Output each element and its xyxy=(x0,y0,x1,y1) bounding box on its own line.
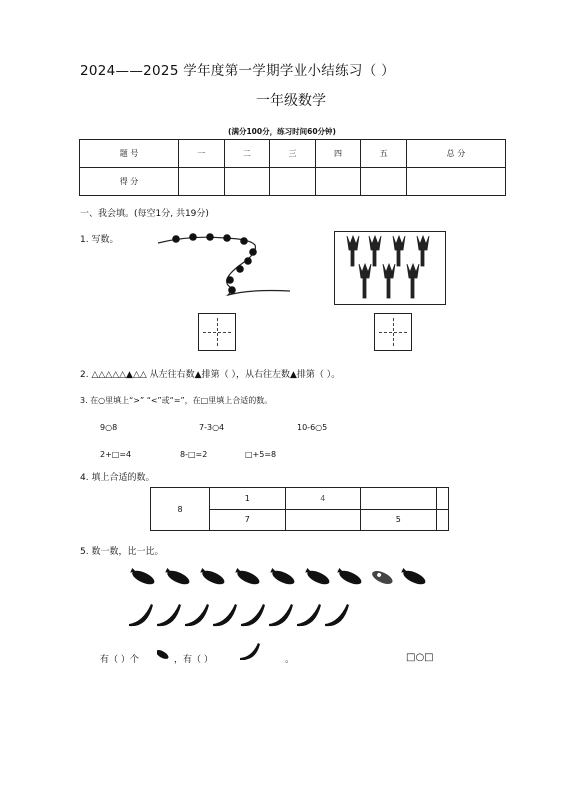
eggplant-icon xyxy=(157,646,175,662)
q4-cell[interactable]: 7 xyxy=(210,509,286,531)
q4-left-cell: 8 xyxy=(151,488,210,531)
score-cell[interactable] xyxy=(179,168,225,196)
score-table xyxy=(79,139,506,196)
q5-answer-part2: ，有（ ） xyxy=(174,655,213,665)
q3-item[interactable]: 9○8 xyxy=(100,423,118,432)
q3-item[interactable]: 2+□=4 xyxy=(100,450,132,459)
scallion-icons xyxy=(335,232,445,304)
score-header-cell: 三 xyxy=(270,140,316,168)
q4-cell[interactable]: 1 xyxy=(210,488,286,510)
score-row-label: 得 分 xyxy=(80,168,179,196)
q5-answer-part1: 有（ ）个 xyxy=(100,655,139,665)
answer-box-beads[interactable] xyxy=(198,313,236,351)
q3-item[interactable]: □+5=8 xyxy=(245,450,277,459)
banana-icon xyxy=(238,640,264,662)
q4-cell[interactable]: 4 xyxy=(285,488,361,510)
q4-cell[interactable] xyxy=(436,488,448,510)
score-cell[interactable] xyxy=(270,168,316,196)
score-header-cell: 总 分 xyxy=(406,140,505,168)
q3-label: 3. 在○里填上“>” “<”或“=”，在□里填上合适的数。 xyxy=(80,396,273,405)
score-header-cell: 二 xyxy=(224,140,270,168)
q4-cell[interactable] xyxy=(285,509,361,531)
vegetable-box xyxy=(334,231,446,305)
score-header-cell: 四 xyxy=(315,140,361,168)
banana-row xyxy=(125,598,365,630)
eggplant-row xyxy=(130,563,430,593)
q4-cell[interactable]: 5 xyxy=(361,509,437,531)
score-cell[interactable] xyxy=(315,168,361,196)
score-header-cell: 一 xyxy=(179,140,225,168)
q3-item[interactable]: 7-3○4 xyxy=(199,423,225,432)
q4-cell[interactable] xyxy=(436,509,448,531)
q3-item[interactable]: 10-6○5 xyxy=(297,423,328,432)
bead-string-image xyxy=(150,225,300,305)
q3-item[interactable]: 8-□=2 xyxy=(180,450,208,459)
q4-cell[interactable] xyxy=(361,488,437,510)
q4-number-table xyxy=(150,487,449,531)
q4-label: 4. 填上合适的数。 xyxy=(80,473,155,483)
score-header-cell: 题 号 xyxy=(80,140,179,168)
score-cell[interactable] xyxy=(406,168,505,196)
q5-answer-part3: 。 xyxy=(285,655,295,665)
score-cell[interactable] xyxy=(361,168,407,196)
score-cell[interactable] xyxy=(224,168,270,196)
answer-box-vegetables[interactable] xyxy=(374,313,412,351)
q5-label: 5. 数一数，比一比。 xyxy=(80,547,164,557)
worksheet-subtitle: 一年级数学 xyxy=(256,93,326,109)
score-header-cell: 五 xyxy=(361,140,407,168)
q5-compare-boxes[interactable]: □○□ xyxy=(406,652,434,663)
q1-label: 1. 写数。 xyxy=(80,235,119,245)
score-time-note: (满分100分，练习时间60分钟) xyxy=(228,127,336,136)
q2-text: 2. △△△△△▲△△ 从左往右数▲排第（ ），从右往左数▲排第（ ）。 xyxy=(80,370,341,380)
worksheet-title: 2024——2025 学年度第一学期学业小结练习（ ） xyxy=(80,63,395,79)
section1-heading: 一、我会填。(每空1分, 共19分) xyxy=(80,209,209,219)
